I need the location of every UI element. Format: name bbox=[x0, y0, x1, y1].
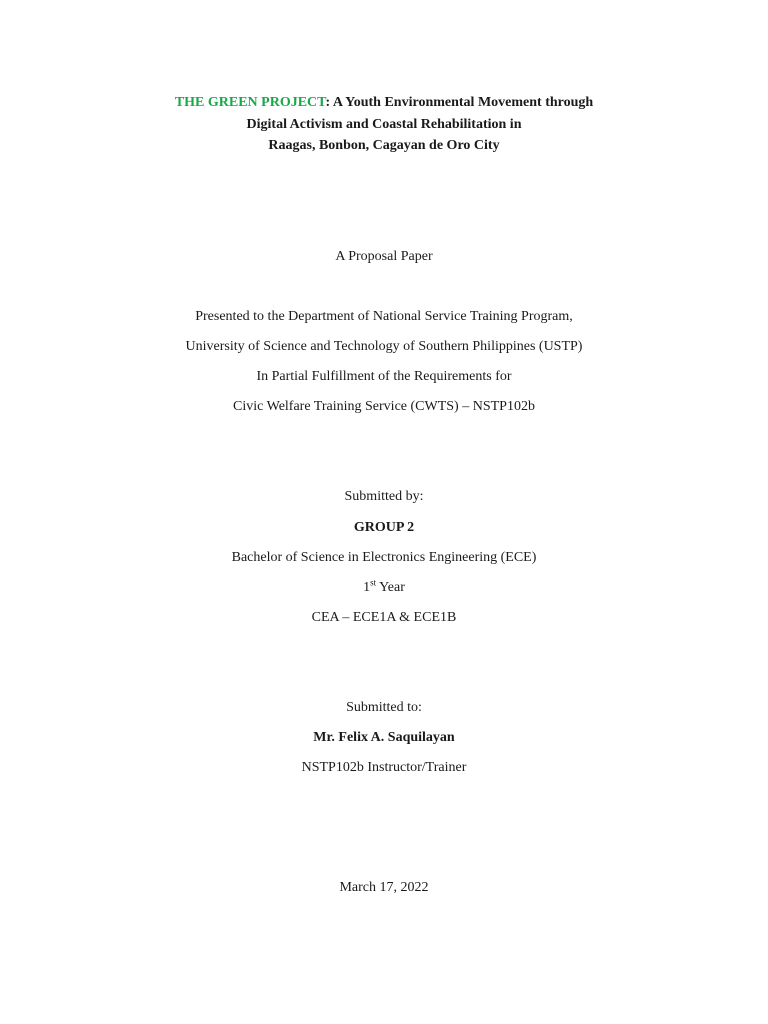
title-accent: THE GREEN PROJECT bbox=[174, 95, 326, 110]
year-level bbox=[0, 579, 768, 597]
sections: CEA – ECE1A & ECE1B bbox=[311, 610, 457, 625]
year-number: 1 bbox=[363, 580, 371, 595]
group-name: GROUP 2 bbox=[353, 520, 415, 535]
submission-date: March 17, 2022 bbox=[339, 880, 429, 895]
presented-line-4: Civic Welfare Training Service (CWTS) – NSTP102b bbox=[233, 399, 535, 414]
year-word: Year bbox=[376, 580, 405, 595]
title-line-2: Digital Activism and Coastal Rehabilitation in bbox=[246, 117, 522, 132]
program-name: Bachelor of Science in Electronics Engineering (ECE) bbox=[231, 550, 537, 565]
title-line-3: Raagas, Bonbon, Cagayan de Oro City bbox=[268, 138, 500, 153]
presented-line-2: University of Science and Technology of Southern Philippines (USTP) bbox=[185, 339, 583, 354]
instructor-role: NSTP102b Instructor/Trainer bbox=[301, 760, 467, 775]
year-suffix: st bbox=[370, 577, 377, 588]
paper-type: A Proposal Paper bbox=[335, 249, 433, 264]
presented-line-3: In Partial Fulfillment of the Requirements for bbox=[256, 369, 512, 384]
instructor-name: Mr. Felix A. Saquilayan bbox=[313, 730, 455, 745]
submitted-by-label: Submitted by: bbox=[344, 489, 424, 504]
submitted-to-label: Submitted to: bbox=[346, 700, 422, 715]
title-line-1-rest: : A Youth Environmental Movement through bbox=[325, 95, 594, 110]
presented-line-1: Presented to the Department of National Service Training Program, bbox=[195, 309, 573, 324]
title-line-1 bbox=[0, 94, 768, 112]
